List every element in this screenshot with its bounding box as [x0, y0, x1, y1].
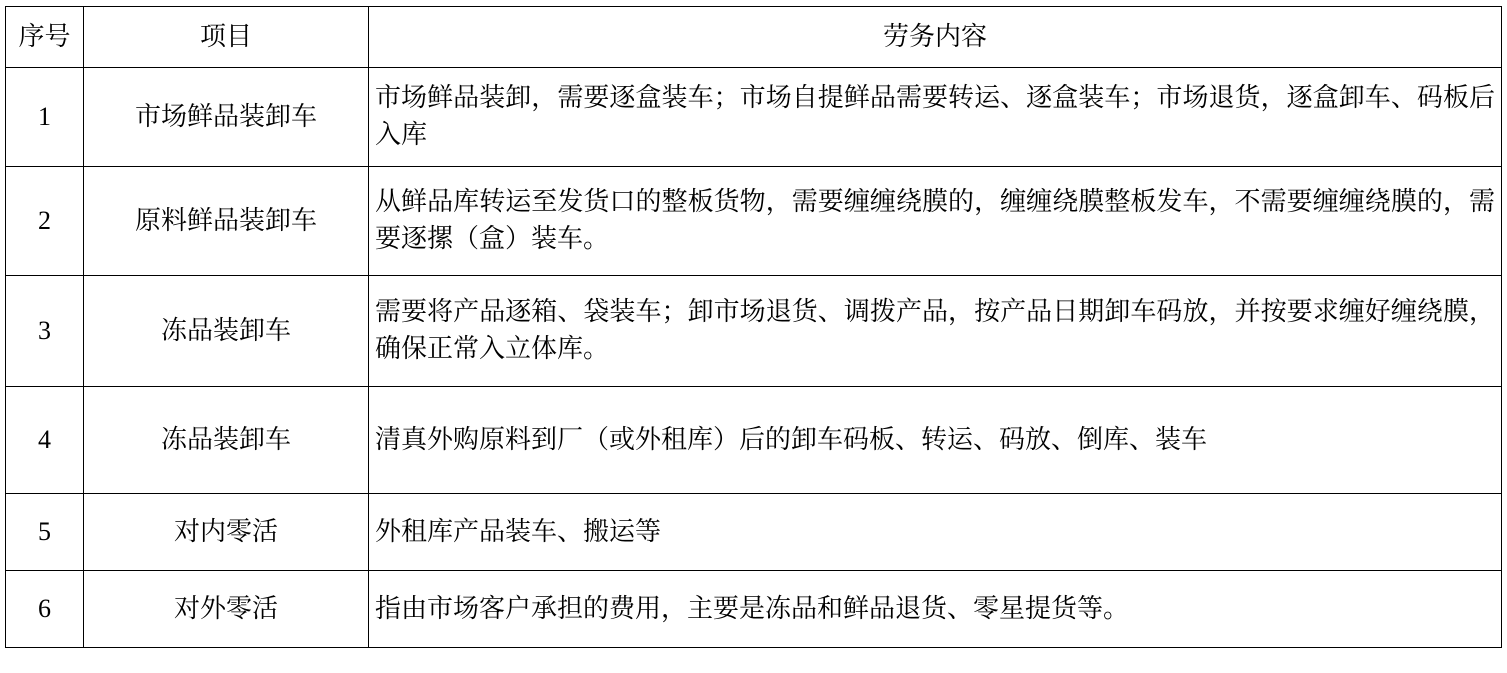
row-description: 清真外购原料到厂（或外租库）后的卸车码板、转运、码放、倒库、装车 [369, 387, 1502, 494]
table-header-row [6, 7, 1502, 68]
table-row [6, 387, 1502, 494]
table-row [6, 276, 1502, 387]
row-number: 1 [6, 68, 84, 167]
table-row [6, 494, 1502, 571]
column-header-item: 项目 [84, 7, 369, 68]
row-number: 4 [6, 387, 84, 494]
table-row [6, 571, 1502, 648]
row-description: 需要将产品逐箱、袋装车；卸市场退货、调拨产品，按产品日期卸车码放，并按要求缠好缠绕膜，确保正常入立体库。 [369, 276, 1502, 387]
row-number: 3 [6, 276, 84, 387]
labor-content-table [5, 6, 1502, 648]
row-description: 市场鲜品装卸，需要逐盒装车；市场自提鲜品需要转运、逐盒装车；市场退货，逐盒卸车、码板后入库 [369, 68, 1502, 167]
row-item: 对内零活 [84, 494, 369, 571]
row-description: 指由市场客户承担的费用，主要是冻品和鲜品退货、零星提货等。 [369, 571, 1502, 648]
column-header-desc: 劳务内容 [369, 7, 1502, 68]
column-header-no: 序号 [6, 7, 84, 68]
row-number: 2 [6, 167, 84, 276]
row-item: 冻品装卸车 [84, 387, 369, 494]
row-number: 6 [6, 571, 84, 648]
row-description: 外租库产品装车、搬运等 [369, 494, 1502, 571]
row-description: 从鲜品库转运至发货口的整板货物，需要缠缠绕膜的，缠缠绕膜整板发车，不需要缠缠绕膜的，需要逐摞（盒）装车。 [369, 167, 1502, 276]
table-row [6, 167, 1502, 276]
table-row [6, 68, 1502, 167]
row-number: 5 [6, 494, 84, 571]
row-item: 市场鲜品装卸车 [84, 68, 369, 167]
row-item: 冻品装卸车 [84, 276, 369, 387]
row-item: 对外零活 [84, 571, 369, 648]
row-item: 原料鲜品装卸车 [84, 167, 369, 276]
